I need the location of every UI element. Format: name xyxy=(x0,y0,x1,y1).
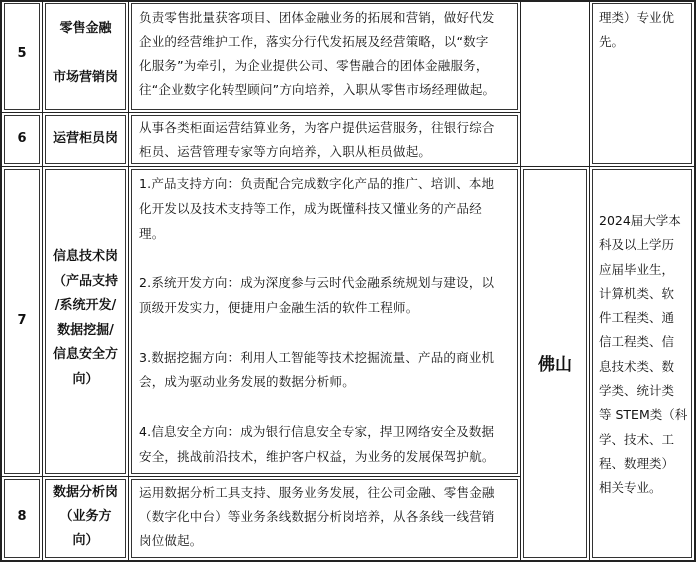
work-location: 佛山 xyxy=(538,355,572,375)
description-line: 2.系统开发方向：成为深度参与云时代金融系统规划与建设，以 xyxy=(139,275,495,291)
row-number: 5 xyxy=(17,46,27,61)
position-title-line: 零售金融 xyxy=(59,21,112,36)
description-line xyxy=(139,321,515,346)
requirements-line: 信工程类、信 xyxy=(599,334,675,350)
description-line: 化开发以及技术支持等工作，成为既懂科技又懂业务的产品经 xyxy=(139,200,482,216)
position-title xyxy=(45,481,126,553)
description-line: 负责零售批量获客项目、团体金融业务的拓展和营销，做好代发 xyxy=(139,10,495,25)
requirements-line: 科及以上学历 xyxy=(599,237,675,253)
position-title xyxy=(45,66,126,90)
position-title-line: /系统开发/ xyxy=(54,298,117,313)
table-border-left xyxy=(0,0,2,562)
row-divider xyxy=(0,112,520,113)
position-title xyxy=(45,127,126,151)
job-description xyxy=(139,116,515,164)
position-title-line: 信息技术岗 xyxy=(52,249,118,264)
job-description xyxy=(139,6,515,102)
description-line: 1.产品支持方向：负责配合完成数字化产品的推广、培训、本地 xyxy=(139,176,495,191)
row-number: 8 xyxy=(17,509,27,524)
row-number: 6 xyxy=(17,131,27,146)
position-title-line: 向） xyxy=(72,533,99,548)
position-title-line: 数据分析岗 xyxy=(52,485,118,500)
description-line: 运用数据分析工具支持、服务业务发展，往公司金融、零售金融 xyxy=(139,485,495,500)
column-divider xyxy=(42,0,43,562)
position-title-line: 运营柜员岗 xyxy=(52,131,118,146)
requirements xyxy=(599,209,691,501)
requirements-line: 计算机类、软 xyxy=(599,285,675,301)
requirements-line: 先。 xyxy=(599,34,625,50)
description-line: 化服务”为牵引，为企业提供公司、零售融合的团体金融服务， xyxy=(139,58,489,73)
position-title-line: （产品支持 xyxy=(52,273,118,289)
description-line: 安全，挑战前沿技术，维护客户权益，为业务的发展保驾护航。 xyxy=(139,448,495,464)
row-divider xyxy=(0,166,696,167)
position-title-line: 数据挖掘/ xyxy=(57,322,114,338)
requirements-line: 相关专业。 xyxy=(599,480,662,496)
position-title xyxy=(45,17,126,41)
column-divider xyxy=(589,0,590,562)
description-line xyxy=(139,246,515,271)
row-number: 7 xyxy=(17,313,27,328)
requirements-line: 件工程类、通 xyxy=(599,310,675,326)
job-description xyxy=(139,172,515,470)
row-divider xyxy=(0,476,520,477)
description-line: 柜员、运营管理专家等方向培养，入职从柜员做起。 xyxy=(139,144,432,159)
requirements-continued xyxy=(599,6,691,55)
description-line: 从事各类柜面运营结算业务，为客户提供运营服务，往银行综合 xyxy=(139,120,495,135)
description-line: 顶级开发实力，便捷用户金融生活的软件工程师。 xyxy=(139,299,419,315)
requirements-line: 程、数理类） xyxy=(599,455,675,471)
requirements-line: 理类）专业优 xyxy=(599,10,675,25)
requirements-line: 学、技术、工 xyxy=(599,431,675,447)
description-line: 岗位做起。 xyxy=(139,533,203,548)
description-line: （数字化中台）等业务条线数据分析岗培养，从各条线一线营销 xyxy=(139,509,495,524)
description-line: 企业的经营维护工作，落实分行代发拓展及经营策略，以“数字 xyxy=(139,34,489,49)
requirements-line: 息技术类、数 xyxy=(599,358,675,374)
position-title-line: 向） xyxy=(72,371,99,387)
requirements-line: 等 STEM类（科 xyxy=(599,407,688,423)
position-title-line: 市场营销岗 xyxy=(52,70,118,85)
position-title xyxy=(45,245,126,392)
description-line: 理。 xyxy=(139,225,165,241)
requirements-line: 应届毕业生， xyxy=(599,261,675,277)
position-title-line: （业务方 xyxy=(59,509,112,524)
description-line: 往“企业数字化转型顾问”方向培养，入职从零售市场经理做起。 xyxy=(139,82,496,97)
column-divider xyxy=(520,0,521,562)
description-line: 会，成为驱动业务发展的数据分析师。 xyxy=(139,374,355,390)
position-title-line: 信息安全方 xyxy=(52,347,118,362)
column-divider xyxy=(128,0,129,562)
description-line: 3.数据挖掘方向：利用人工智能等技术挖掘流量、产品的商业机 xyxy=(139,349,495,365)
job-description xyxy=(139,481,515,553)
description-line: 4.信息安全方向：成为银行信息安全专家，捍卫网络安全及数据 xyxy=(139,423,495,439)
description-line xyxy=(139,395,515,420)
requirements-line: 学类、统计类 xyxy=(599,383,675,399)
table-border-top xyxy=(0,0,696,2)
requirements-line: 2024届大学本 xyxy=(599,213,681,228)
